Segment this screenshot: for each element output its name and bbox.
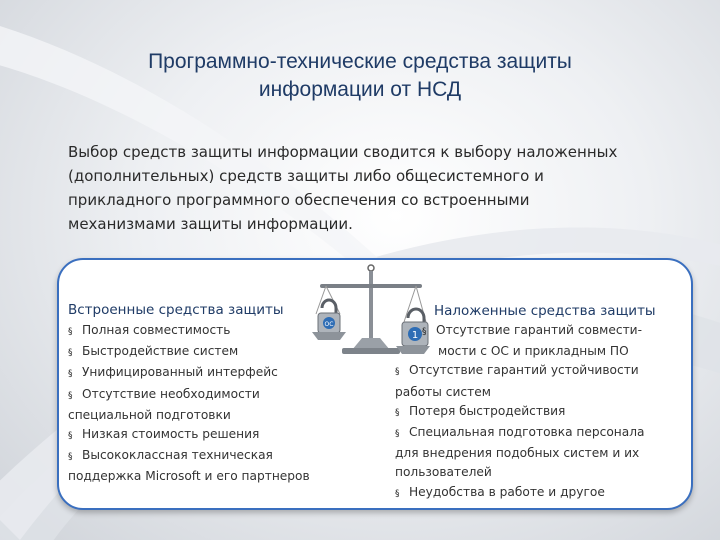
intro-line: Выбор средств защиты информации сводится к выбору наложенных: [68, 143, 618, 161]
list-item: § Быстродействие систем: [68, 342, 338, 363]
list-item: § Низкая стоимость решения: [68, 425, 338, 446]
left-column-heading: Встроенные средства защиты: [68, 302, 284, 318]
bullet-icon: §: [68, 390, 73, 401]
list-item: § Неудобства в работе и другое: [395, 483, 695, 504]
list-item-continuation: поддержка Microsoft и его партнеров: [68, 469, 310, 484]
right-feature-list: [395, 321, 695, 504]
right-column-heading: Наложенные средства защиты: [434, 303, 656, 319]
bullet-icon: §: [68, 431, 73, 442]
list-item: § Полная совместимость: [68, 321, 338, 342]
bullet-icon: §: [68, 369, 73, 380]
list-item: § Высококлассная техническая: [68, 446, 338, 467]
page-title-line-1: Программно-технические средства защиты: [148, 50, 572, 73]
bullet-icon: §: [395, 407, 400, 418]
page-title: [60, 48, 660, 104]
intro-paragraph: [68, 140, 668, 236]
list-item: § Отсутствие гарантий устойчивости: [395, 361, 695, 382]
left-feature-list: [68, 321, 338, 487]
list-item: § Отсутствие необходимости: [68, 385, 338, 406]
bullet-icon: §: [68, 327, 73, 337]
left-padlock-badge: OC: [324, 321, 334, 328]
list-item-continuation: работы систем: [395, 384, 491, 399]
bullet-icon: §: [422, 327, 427, 337]
list-item: § Специальная подготовка персонала: [395, 423, 695, 444]
list-item-continuation: для внедрения подобных систем и их: [395, 446, 640, 461]
bullet-icon: §: [68, 452, 73, 463]
intro-line: прикладного программного обеспечения со встроенными: [68, 191, 530, 209]
list-item: § Потеря быстродействия: [395, 402, 695, 423]
intro-line: механизмами защиты информации.: [68, 215, 353, 233]
right-padlock-badge: 1: [411, 330, 419, 341]
intro-line: (дополнительных) средств защиты либо общесистемного и: [68, 167, 544, 185]
list-item: § Отсутствие гарантий совмести-: [395, 321, 695, 342]
bullet-icon: §: [395, 367, 400, 378]
list-item: § Унифицированный интерфейс: [68, 363, 338, 384]
page-title-line-2: информации от НСД: [258, 78, 462, 101]
bullet-icon: §: [395, 429, 400, 440]
bullet-icon: §: [68, 348, 73, 359]
list-item-continuation: пользователей: [395, 465, 492, 480]
bullet-icon: §: [395, 488, 400, 499]
list-item-continuation: специальной подготовки: [68, 407, 231, 422]
list-item-continuation: мости с ОС и прикладным ПО: [438, 344, 629, 359]
